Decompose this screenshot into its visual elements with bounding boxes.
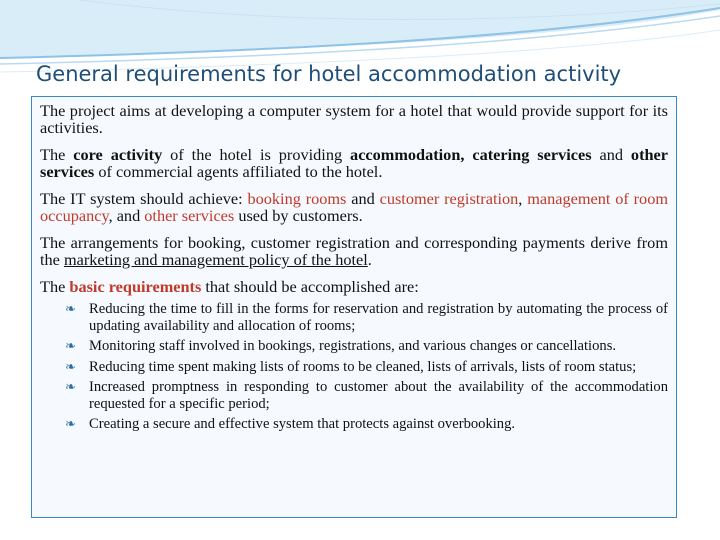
paragraph-it-system: [40, 190, 668, 224]
paragraph-arrangements: [40, 234, 668, 268]
list-item-text: Increased promptness in responding to customer about the availability of the accommodation requested for a specific period;: [89, 379, 668, 412]
text-segment-highlight: booking rooms: [247, 189, 347, 208]
leaf-bullet-icon: ❧: [65, 416, 76, 431]
slide-title: General requirements for hotel accommodation activity: [36, 62, 622, 86]
text-segment: and: [346, 189, 380, 208]
text-segment: used by customers.: [234, 206, 363, 225]
text-segment: .: [367, 250, 372, 269]
text-segment: The: [40, 145, 74, 164]
leaf-bullet-icon: ❧: [65, 301, 76, 316]
text-segment-emphasis: accommodation, catering services: [350, 145, 592, 164]
text-segment-emphasis: other services: [40, 145, 668, 181]
requirements-list: [40, 301, 668, 433]
text-segment: The IT system should achieve:: [40, 189, 248, 208]
text-segment: , and: [108, 206, 145, 225]
paragraph-core-activity: [40, 146, 668, 180]
text-segment: ,: [518, 189, 528, 208]
text-segment-underlined: marketing and management policy of the hotel: [63, 250, 368, 269]
list-item: [65, 359, 668, 376]
list-item-text: Creating a secure and effective system that protects against overbooking.: [89, 416, 516, 432]
text-segment-highlight: basic requirements: [69, 277, 202, 296]
list-item: [65, 338, 668, 355]
list-item: [65, 379, 668, 412]
text-segment: of the hotel is providing: [162, 145, 351, 164]
text-segment: of commercial agents affiliated to the hotel.: [94, 162, 383, 181]
paragraph-project-aim: The project aims at developing a computer system for a hotel that would provide support for its activities.: [40, 101, 668, 137]
list-item-text: Reducing the time to fill in the forms for reservation and registration by automating the process of updating availability and allocation of rooms;: [89, 301, 668, 334]
text-segment-highlight: customer registration: [379, 189, 519, 208]
text-segment-highlight: other services: [144, 206, 235, 225]
text-segment-emphasis: core activity: [73, 145, 163, 164]
text-segment: and: [591, 145, 631, 164]
text-segment: The: [40, 277, 70, 296]
text-segment-highlight: management of room occupancy: [40, 189, 668, 225]
leaf-bullet-icon: ❧: [65, 338, 76, 353]
text-segment: that should be accomplished are:: [201, 277, 419, 296]
leaf-bullet-icon: ❧: [65, 358, 76, 374]
list-item-text: Monitoring staff involved in bookings, registrations, and various changes or cancellations.: [89, 338, 617, 354]
list-item: [65, 416, 668, 433]
leaf-bullet-icon: ❧: [65, 379, 76, 394]
paragraph-basic-requirements: [40, 278, 668, 295]
list-item-text: Reducing time spent making lists of rooms to be cleaned, lists of arrivals, lists of room status;: [89, 358, 637, 375]
text-segment: The arrangements for booking, customer registration and corresponding payments derive from the: [40, 233, 668, 269]
list-item: [65, 301, 668, 334]
content-box: [31, 96, 677, 518]
